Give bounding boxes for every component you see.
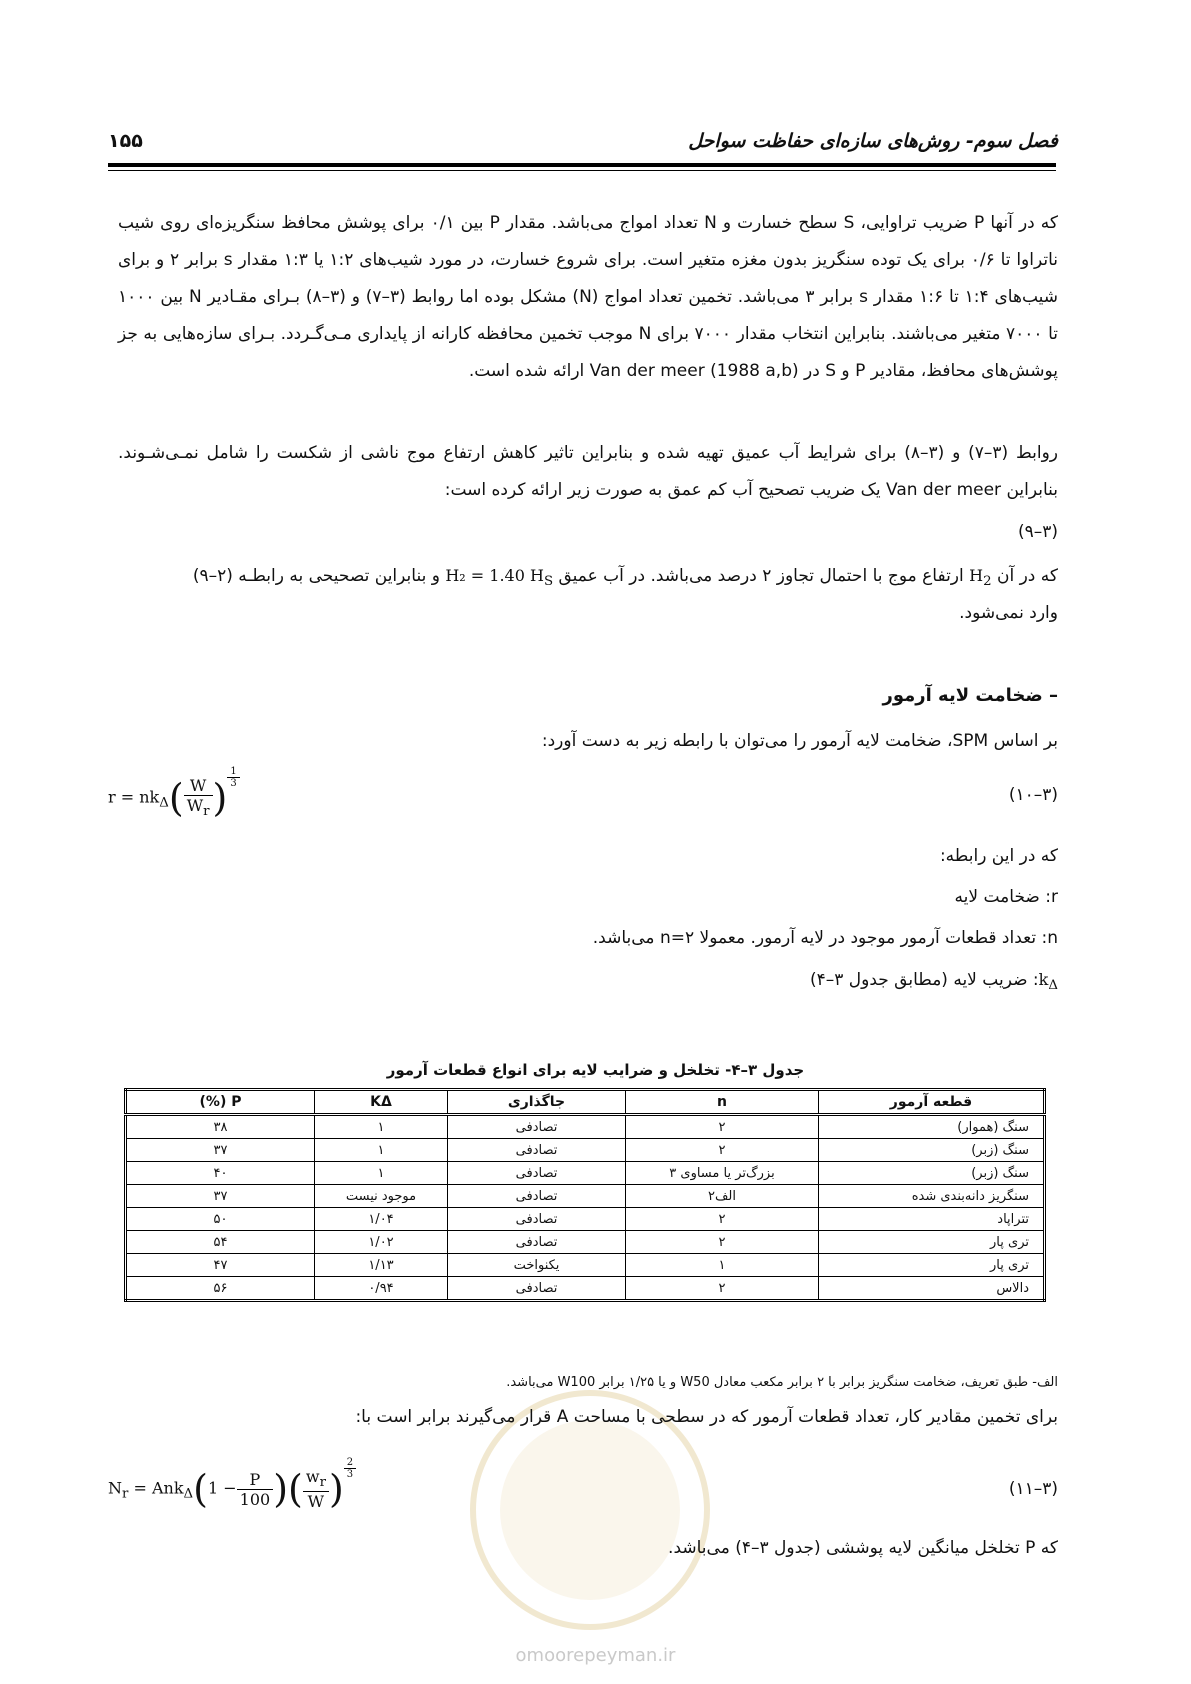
cell-k-delta: ۱: [315, 1115, 448, 1139]
definition-k: $k_\Delta$: ضریب لایه (مطابق جدول ۳–۴): [809, 970, 1058, 994]
cell-armor-unit: سنگ (زبر): [819, 1162, 1045, 1185]
table-row: [126, 1162, 1045, 1185]
equation-10: $r = nk_\Delta$( $\frac{W}{W_r}$ ) $^{\frac{1}{3}}$: [108, 766, 240, 820]
definition-n: n: تعداد قطعات آرمور موجود در لایه آرمور. معمولا n=۲ می‌باشد.: [592, 928, 1058, 948]
cell-k-delta: موجود نیست: [315, 1185, 448, 1208]
porosity-closing-sentence: که P تخلخل میانگین لایه پوششی (جدول ۳–۴) می‌باشد.: [668, 1538, 1058, 1558]
cell-n: ۲: [626, 1115, 819, 1139]
table-row: [126, 1185, 1045, 1208]
cell-armor-unit: سنگ (هموار): [819, 1115, 1045, 1139]
cell-armor-unit: تری پار: [819, 1231, 1045, 1254]
chapter-title: فصل سوم- روش‌های سازه‌ای حفاظت سواحل: [688, 130, 1058, 152]
cell-porosity: ۳۸: [126, 1115, 315, 1139]
equation-number-10: (۳–۱۰): [1008, 785, 1058, 805]
table-header-row: [126, 1090, 1045, 1115]
cell-n: ۱: [626, 1254, 819, 1277]
cell-k-delta: ۱/۰۴: [315, 1208, 448, 1231]
cell-placement: تصادفی: [448, 1208, 626, 1231]
where-label: که در این رابطه:: [939, 846, 1058, 866]
cell-porosity: ۴۷: [126, 1254, 315, 1277]
table-row: [126, 1208, 1045, 1231]
page-number: ۱۵۵: [108, 130, 143, 152]
table-row: [126, 1231, 1045, 1254]
table-row: [126, 1115, 1045, 1139]
section-heading-armor-thickness: – ضخامت لایه آرمور: [882, 685, 1058, 706]
table-row: [126, 1139, 1045, 1162]
paragraph-permeability: که در آنها P ضریب تراوایی، S سطح خسارت و N تعداد امواج می‌باشد. مقدار P بین ۰/۱ برای پوشش محافظ سنگریزه‌ای روی شیب ناتراوا تا ۰/۶ برای یک توده سنگریز بدون مغزه متغیر است. برای شروع خسارت، در مورد شیب‌های ۱:۲ یا ۱:۳ مقدار s برابر ۲ و برای شیب‌های ۱:۴ تا ۱:۶ مقدار s برابر ۳ می‌باشد. تخمین تعداد امواج (N) مشکل بوده اما روابط (۳–۷) و (۳–۸) بـرای مقـادیر N بین ۱۰۰۰ تا ۷۰۰۰ متغیر می‌باشند. بنابراین انتخاب مقدار ۷۰۰۰ برای N موجب تخمین محافظه کارانه از پایداری مـی‌گـردد. بـرای سازه‌هایی به جز پوشش‌های محافظ، مقادیر P و S در Van der meer (1988 a,b) ارائه شده است.: [118, 213, 1059, 381]
cell-n: بزرگ‌تر یا مساوی ۳: [626, 1162, 819, 1185]
definition-r: r: ضخامت لایه: [954, 887, 1058, 907]
cell-placement: یکنواخت: [448, 1254, 626, 1277]
armor-layer-table: [124, 1088, 1046, 1302]
watermark-logo-inner: [500, 1420, 680, 1600]
cell-placement: تصادفی: [448, 1231, 626, 1254]
table-footnote: الف- طبق تعریف، ضخامت سنگریز برابر با ۲ برابر مکعب معادل W50 و یا ۱/۲۵ برابر W100 می‌باشد.: [506, 1375, 1058, 1390]
equation-number-9: (۳–۹): [1017, 522, 1058, 542]
header-rule-thin: [108, 170, 1056, 171]
cell-armor-unit: تری پار: [819, 1254, 1045, 1277]
cell-k-delta: ۰/۹۴: [315, 1277, 448, 1301]
cell-porosity: ۵۶: [126, 1277, 315, 1301]
p3-text-a: که در آن: [996, 566, 1058, 586]
cell-placement: تصادفی: [448, 1162, 626, 1185]
cell-k-delta: ۱: [315, 1139, 448, 1162]
cell-placement: تصادفی: [448, 1277, 626, 1301]
col-header-placement: جاگذاری: [448, 1090, 626, 1115]
cell-k-delta: ۱: [315, 1162, 448, 1185]
col-header-porosity: P (%): [126, 1090, 315, 1115]
cell-placement: تصادفی: [448, 1185, 626, 1208]
cell-n: ۲: [626, 1208, 819, 1231]
cell-n: ۲: [626, 1231, 819, 1254]
col-header-k-delta: KΔ: [315, 1090, 448, 1115]
cell-placement: تصادفی: [448, 1115, 626, 1139]
watermark-url: omoorepeyman.ir: [515, 1645, 676, 1666]
header-rule: [108, 163, 1056, 167]
table-row: [126, 1254, 1045, 1277]
armor-thickness-intro: بر اساس SPM، ضخامت لایه آرمور را می‌توان با رابطه زیر به دست آورد:: [541, 731, 1058, 751]
p3-text-b: ارتفاع موج با احتمال تجاوز ۲ درصد می‌باشد. در آب عمیق: [558, 566, 964, 586]
h2-symbol: $H_2$: [969, 566, 992, 590]
cell-porosity: ۴۰: [126, 1162, 315, 1185]
cell-porosity: ۳۷: [126, 1139, 315, 1162]
cell-placement: تصادفی: [448, 1139, 626, 1162]
cell-n: ۲: [626, 1277, 819, 1301]
cell-n: ۲: [626, 1139, 819, 1162]
cell-armor-unit: تتراپاد: [819, 1208, 1045, 1231]
cell-porosity: ۳۷: [126, 1185, 315, 1208]
cell-armor-unit: سنگریز دانه‌بندی شده: [819, 1185, 1045, 1208]
col-header-n: n: [626, 1090, 819, 1115]
p3-text-c: و بنابراین تصحیحی به رابطـه (۲–۹): [192, 566, 440, 586]
table-row: [126, 1277, 1045, 1301]
paragraph-shallow-water: روابط (۳–۷) و (۳–۸) برای شرایط آب عمیق تهیه شده و بنابراین تاثیر کاهش ارتفاع موج ناشی از شکست را شامل نمـی‌شـوند. بنابراین Van der meer یک ضریب تصحیح آب کم عمق به صورت زیر ارائه کرده است:: [118, 443, 1058, 500]
paragraph-h2-definition: [193, 566, 1058, 589]
col-header-armor-unit: قطعه آرمور: [819, 1090, 1045, 1115]
armor-count-intro: برای تخمین مقادیر کار، تعداد قطعات آرمور که در سطحی با مساحت A قرار می‌گیرند برابر است با:: [355, 1407, 1058, 1427]
equation-11: $N_r = Ank_\Delta(1$ − $\frac{P}{100}$ )( $\frac{w_r}{W}$ ) $^{\frac{2}{3}}$: [108, 1457, 356, 1511]
cell-armor-unit: سنگ (زبر): [819, 1139, 1045, 1162]
cell-armor-unit: دالاس: [819, 1277, 1045, 1301]
paragraph-h2-end: وارد نمی‌شود.: [959, 603, 1058, 623]
k-delta-symbol: $k_\Delta$: [1038, 970, 1058, 994]
cell-porosity: ۵۰: [126, 1208, 315, 1231]
cell-porosity: ۵۴: [126, 1231, 315, 1254]
table-caption: جدول ۳–۴- تخلخل و ضرایب لایه برای انواع قطعات آرمور: [386, 1061, 805, 1079]
cell-n: الف۲: [626, 1185, 819, 1208]
equation-number-11: (۳–۱۱): [1008, 1479, 1058, 1499]
cell-k-delta: ۱/۰۲: [315, 1231, 448, 1254]
cell-k-delta: ۱/۱۳: [315, 1254, 448, 1277]
h2-deepwater-equation: H₂ = 1.40 $H_S$: [445, 566, 554, 590]
